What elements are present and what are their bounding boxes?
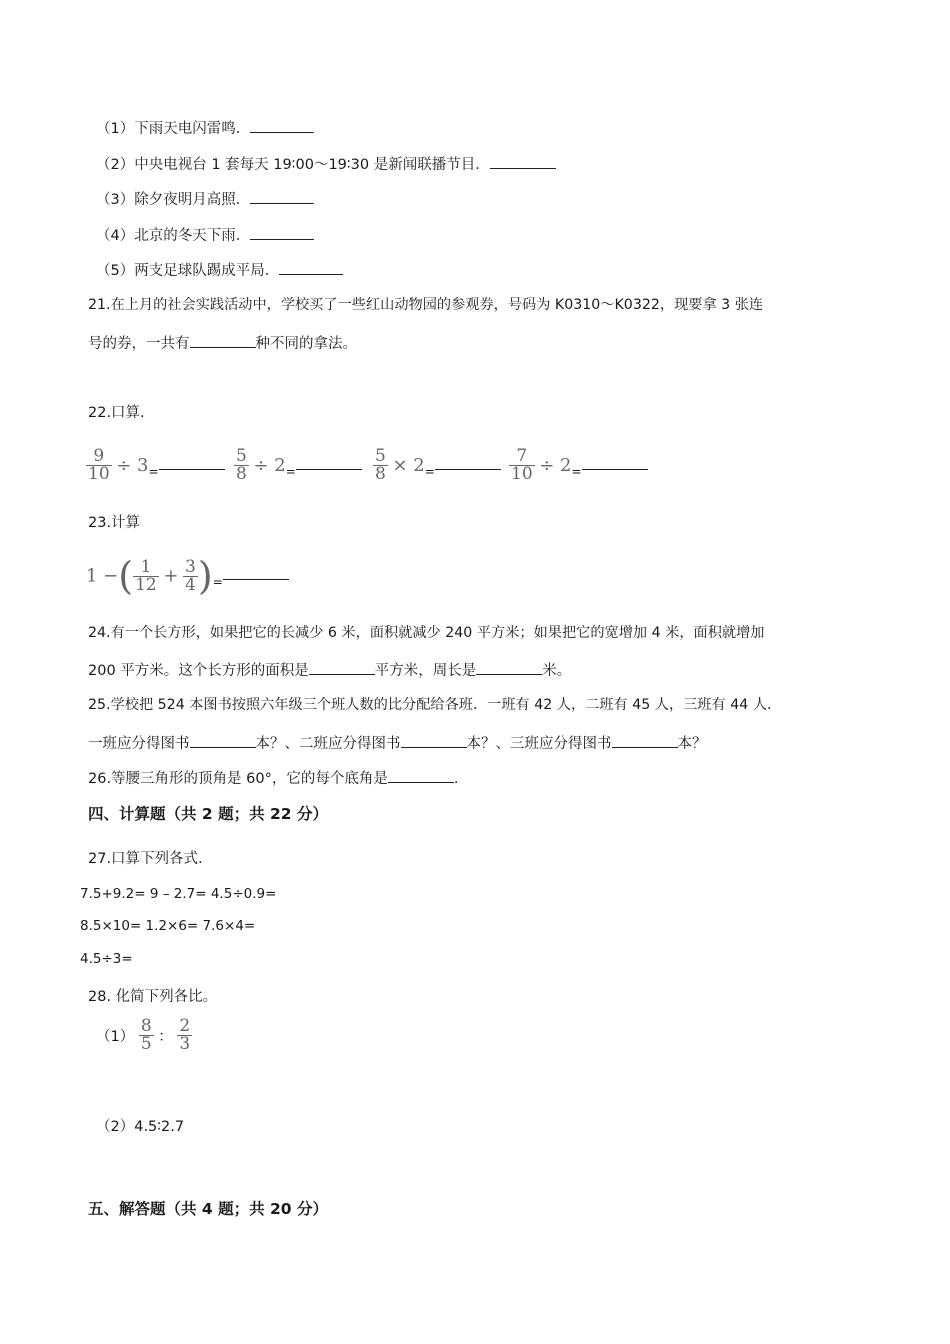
left-paren: (	[118, 554, 134, 598]
answer-blank[interactable]	[279, 260, 343, 275]
q22-expr-1: $\frac{9}{10}$ ÷ $3_=$	[86, 448, 225, 483]
answer-blank[interactable]	[388, 768, 454, 783]
answer-blank[interactable]	[159, 455, 225, 470]
answer-blank[interactable]	[296, 455, 362, 470]
q28-part-2: （2）4.5∶2.7	[96, 1119, 185, 1135]
q20-item-5: （5）两支足球队踢成平局．	[96, 260, 343, 281]
answer-blank[interactable]	[435, 455, 501, 470]
answer-blank[interactable]	[250, 118, 314, 133]
answer-blank[interactable]	[250, 189, 314, 204]
answer-blank[interactable]	[582, 455, 648, 470]
q25-line2: 一班应分得图书 本？、二班应分得图书 本？、三班应分得图书 本？	[88, 733, 707, 754]
q20-item-4: （4）北京的冬天下雨．	[96, 225, 314, 246]
q20-item-1: （1）下雨天电闪雷鸣．	[96, 118, 314, 139]
q28-title: 28. 化简下列各比。	[88, 989, 218, 1005]
answer-blank[interactable]	[190, 733, 256, 748]
answer-blank[interactable]	[250, 225, 314, 240]
q23-expression: 1 −( $\frac{1}{12}$ + $\frac{3}{4}$ )$_=$	[86, 554, 289, 598]
q21-line1: 21.在上月的社会实践活动中，学校买了一些红山动物园的参观券，号码为 K0310～K0322，现要拿 3 张连	[88, 297, 764, 313]
q21-line2: 号的券，一共有 种不同的拿法。	[88, 333, 357, 354]
fraction: $\frac{5}{8}$	[236, 446, 247, 484]
q27-row-3: 4.5÷3=	[80, 951, 133, 967]
fraction: $\frac{3}{4}$	[185, 556, 196, 595]
section-5-heading: 五、解答题（共 4 题；共 20 分）	[88, 1200, 328, 1218]
q28-part-1: （1） $\frac{8}{5}$ ： $\frac{2}{3}$	[96, 1016, 191, 1054]
answer-blank[interactable]	[612, 733, 678, 748]
fraction: $\frac{8}{5}$	[140, 1016, 152, 1054]
right-paren: )	[197, 554, 213, 598]
q20-item-3: （3）除夕夜明月高照．	[96, 189, 314, 210]
fraction: $\frac{9}{10}$	[88, 446, 110, 484]
section-4-heading: 四、计算题（共 2 题；共 22 分）	[88, 805, 328, 823]
q26: 26.等腰三角形的顶角是 60°，它的每个底角是 .	[88, 768, 458, 789]
q22-expr-3: $\frac{5}{8}$ × $2_=$	[373, 448, 501, 483]
q22-expr-2: $\frac{5}{8}$ ÷ $2_=$	[234, 448, 362, 483]
q27-title: 27.口算下列各式.	[88, 851, 203, 867]
q22-expr-4: $\frac{7}{10}$ ÷ $2_=$	[509, 448, 648, 483]
answer-blank[interactable]	[401, 733, 467, 748]
fraction: $\frac{5}{8}$	[375, 446, 386, 484]
q20-item-2: （2）中央电视台 1 套每天 19∶00～19∶30 是新闻联播节目．	[96, 154, 556, 175]
q25-line1: 25.学校把 524 本图书按照六年级三个班人数的比分配给各班．一班有 42 人，二班有 45 人，三班有 44 人．	[88, 697, 782, 713]
answer-blank[interactable]	[476, 660, 542, 675]
fraction: $\frac{2}{3}$	[179, 1016, 191, 1054]
q27-row-1: 7.5+9.2= 9 – 2.7= 4.5÷0.9=	[80, 886, 277, 902]
q24-line1: 24.有一个长方形，如果把它的长减少 6 米，面积就减少 240 平方米；如果把它的宽增加 4 米，面积就增加	[88, 625, 765, 641]
q24-line2: 200 平方米。这个长方形的面积是 平方米，周长是 米。	[88, 660, 571, 681]
q22-title: 22.口算.	[88, 405, 145, 421]
q23-title: 23.计算	[88, 515, 141, 531]
answer-blank[interactable]	[190, 333, 256, 348]
answer-blank[interactable]	[309, 660, 375, 675]
fraction: $\frac{1}{12}$	[135, 556, 157, 595]
answer-blank[interactable]	[490, 154, 556, 169]
q27-row-2: 8.5×10= 1.2×6= 7.6×4=	[80, 918, 256, 934]
fraction: $\frac{7}{10}$	[511, 446, 533, 484]
answer-blank[interactable]	[223, 565, 289, 580]
